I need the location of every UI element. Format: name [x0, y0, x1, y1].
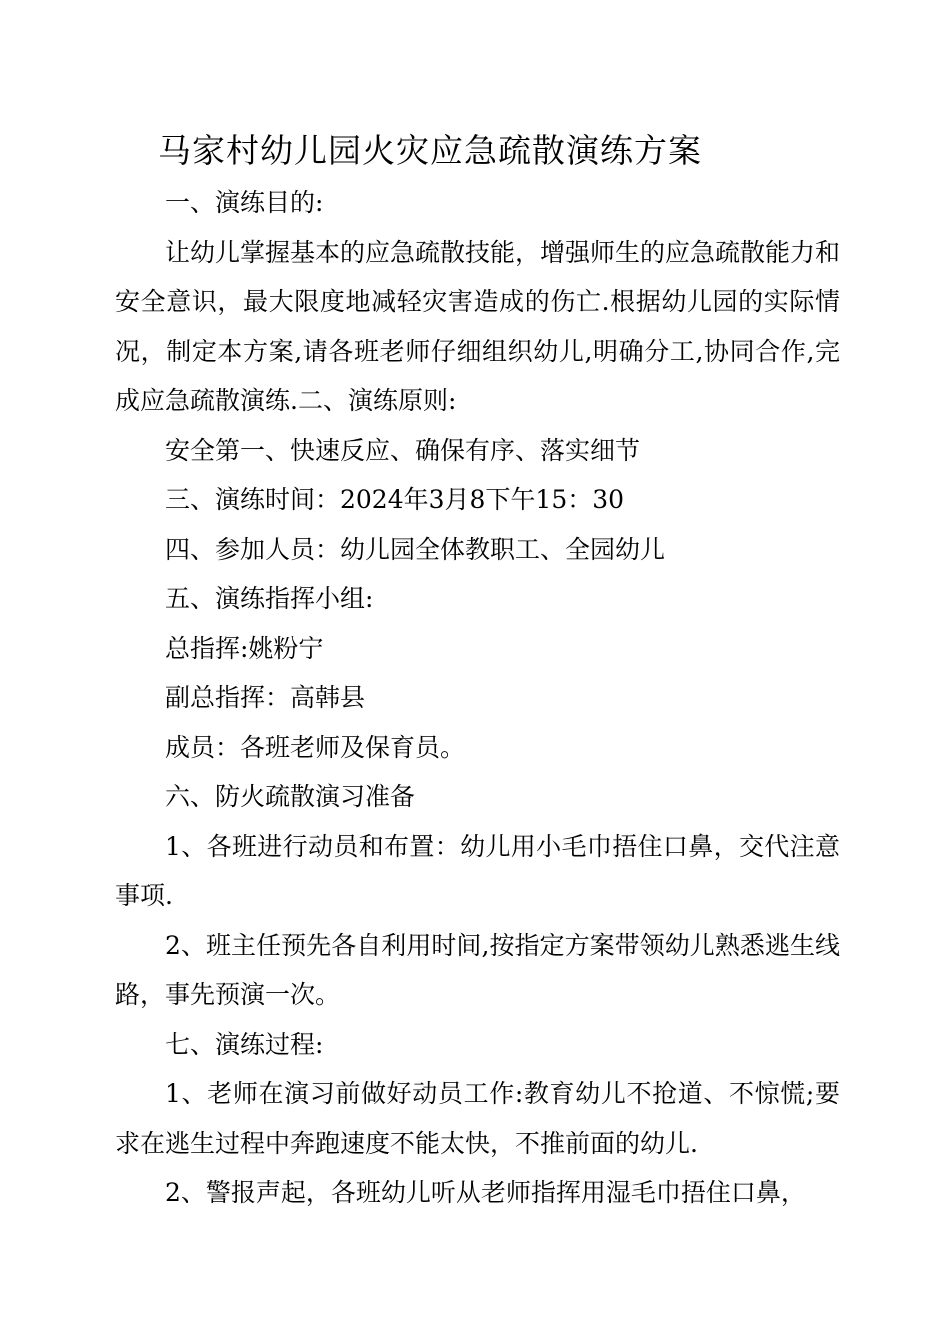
paragraph-commander: 总指挥:姚粉宁	[165, 633, 324, 663]
section-heading-command-group: 五、演练指挥小组:	[165, 584, 374, 613]
paragraph-deputy-commander: 副总指挥：高韩县	[165, 683, 366, 712]
section-heading-time: 三、演练时间：2024年3月8下午15：30	[165, 485, 625, 514]
paragraph-process-1: 1、老师在演习前做好动员工作:教育幼儿不抢道、不惊慌;要求在逃生过程中奔跑速度不能太快，不推前面的幼儿.	[115, 1079, 840, 1158]
document-body	[115, 178, 840, 1218]
document-title: 马家村幼儿园火灾应急疏散演练方案	[158, 131, 702, 170]
paragraph-principles: 安全第一、快速反应、确保有序、落实细节	[165, 435, 641, 465]
paragraph-process-2: 2、警报声起，各班幼儿听从老师指挥用湿毛巾捂住口鼻，	[165, 1178, 806, 1207]
paragraph-purpose-text: 让幼儿掌握基本的应急疏散技能，增强师生的应急疏散能力和安全意识，最大限度地减轻灾害造成的伤亡.根据幼儿园的实际情况，制定本方案,请各班老师仔细组织幼儿,明确分工,协同合作,完成应急疏散演练.二、演练原则:	[115, 237, 841, 415]
paragraph-preparation-1: 1、各班进行动员和布置：幼儿用小毛巾捂住口鼻，交代注意事项.	[115, 831, 840, 910]
paragraph-preparation-2: 2、班主任预先各自利用时间,按指定方案带领幼儿熟悉逃生线路，事先预演一次。	[115, 930, 840, 1009]
section-heading-purpose: 一、演练目的:	[165, 188, 324, 217]
section-heading-participants: 四、参加人员：幼儿园全体教职工、全园幼儿	[165, 534, 666, 564]
section-heading-process: 七、演练过程:	[165, 1029, 324, 1059]
paragraph-members: 成员：各班老师及保育员。	[165, 732, 466, 762]
section-heading-preparation: 六、防火疏散演习准备	[165, 782, 416, 811]
